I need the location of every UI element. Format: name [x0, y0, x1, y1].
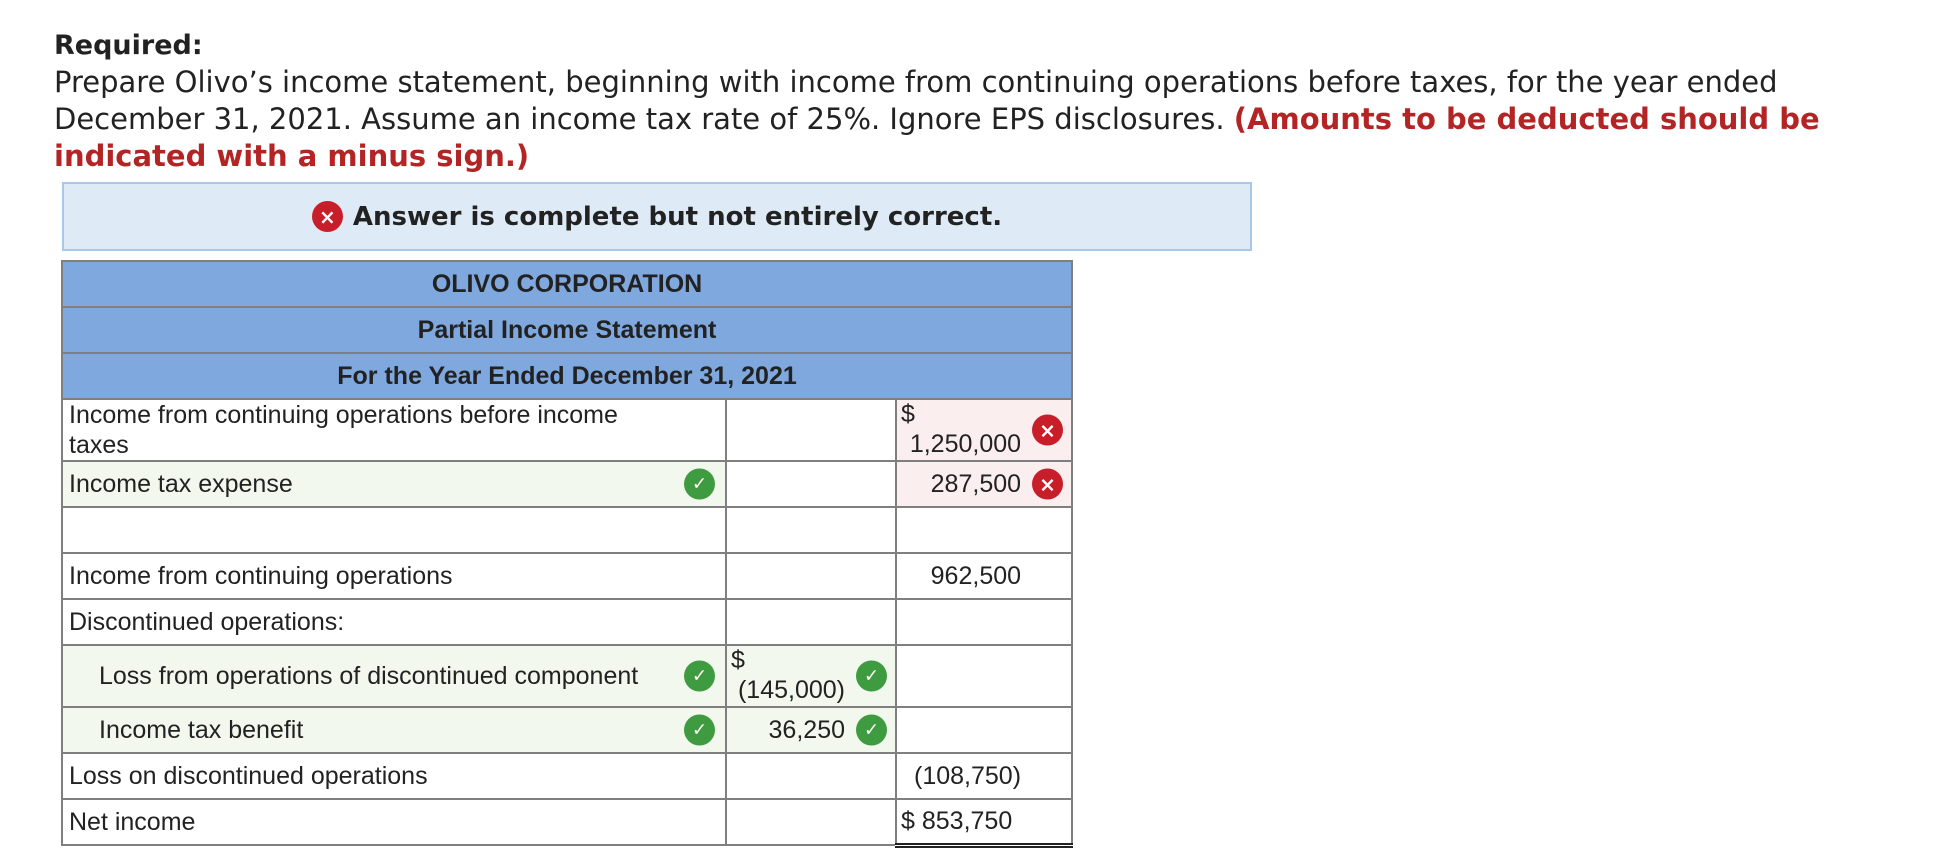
net-income-col2-cell[interactable] — [726, 799, 896, 845]
tax-value: 287,500 — [930, 469, 1022, 498]
table-row-blank — [62, 507, 1072, 553]
loss-ops-value-cell[interactable] — [726, 645, 896, 707]
loss-ops-label: Loss from operations of discontinued component — [99, 662, 639, 690]
discontinued-col2-cell[interactable] — [726, 599, 896, 645]
continuing-label-cell — [62, 553, 726, 599]
pretax-currency: $ — [901, 400, 915, 428]
loss-ops-label-cell[interactable] — [62, 645, 726, 707]
net-income-label-cell — [62, 799, 726, 845]
correct-icon: ✓ — [684, 661, 715, 692]
tax-value-cell[interactable] — [896, 461, 1072, 507]
net-income-currency: $ — [901, 806, 915, 835]
blank-value-cell[interactable] — [896, 507, 1072, 553]
statement-period: For the Year Ended December 31, 2021 — [62, 353, 1072, 399]
pretax-label: Income from continuing operations before income taxes — [69, 401, 618, 459]
tax-label-cell[interactable] — [62, 461, 726, 507]
table-row — [62, 753, 1072, 799]
net-income-value-cell[interactable] — [896, 799, 1072, 845]
loss-disc-value-cell[interactable] — [896, 753, 1072, 799]
table-row — [62, 461, 1072, 507]
tax-benefit-label-cell[interactable] — [62, 707, 726, 753]
discontinued-value-cell[interactable] — [896, 599, 1072, 645]
tax-benefit-value-cell[interactable] — [726, 707, 896, 753]
result-banner-text: Answer is complete but not entirely correct. — [352, 201, 1003, 232]
loss-disc-col2-cell[interactable] — [726, 753, 896, 799]
loss-disc-value: (108,750) — [914, 761, 1022, 790]
income-statement-table — [61, 260, 1073, 848]
table-row — [62, 599, 1072, 645]
loss-ops-currency: $ — [731, 646, 745, 674]
statement-title: Partial Income Statement — [62, 307, 1072, 353]
tax-benefit-col3-cell[interactable] — [896, 707, 1072, 753]
correct-icon: ✓ — [856, 715, 887, 746]
instructions-text — [54, 64, 1934, 175]
incorrect-icon: × — [1032, 415, 1063, 446]
pretax-col2-cell[interactable] — [726, 399, 896, 461]
discontinued-header-cell — [62, 599, 726, 645]
continuing-value-cell[interactable] — [896, 553, 1072, 599]
net-income-label: Net income — [69, 808, 196, 836]
table-row — [62, 645, 1072, 707]
incorrect-icon: × — [1032, 469, 1063, 500]
blank-label-cell[interactable] — [62, 507, 726, 553]
table-row — [62, 553, 1072, 599]
tax-benefit-label: Income tax benefit — [99, 716, 304, 744]
instructions-body: Prepare Olivo’s income statement, beginning with income from continuing operations before taxes, for the year ended December 31, 2021. Assume an income tax rate of 25%. Ignore EPS disclosures. — [54, 65, 1778, 136]
statement-header-period — [62, 353, 1072, 399]
tax-label: Income tax expense — [69, 470, 293, 498]
loss-ops-value: (145,000) — [737, 676, 845, 704]
tax-col2-cell[interactable] — [726, 461, 896, 507]
statement-header-company — [62, 261, 1072, 307]
instructions — [54, 28, 1934, 175]
pretax-value-cell[interactable] — [896, 399, 1072, 461]
correct-icon: ✓ — [856, 661, 887, 692]
tax-benefit-value: 36,250 — [768, 715, 845, 744]
loss-disc-label-cell — [62, 753, 726, 799]
company-name: OLIVO CORPORATION — [62, 261, 1072, 307]
loss-disc-label: Loss on discontinued operations — [69, 762, 428, 790]
table-row — [62, 399, 1072, 461]
required-label: Required: — [54, 30, 203, 61]
table-row — [62, 799, 1072, 845]
pretax-label-cell — [62, 399, 726, 461]
blank-col2-cell[interactable] — [726, 507, 896, 553]
correct-icon: ✓ — [684, 469, 715, 500]
pretax-value: 1,250,000 — [909, 430, 1022, 458]
correct-icon: ✓ — [684, 715, 715, 746]
incorrect-icon: × — [312, 201, 343, 232]
discontinued-header-label: Discontinued operations: — [69, 608, 345, 636]
continuing-label: Income from continuing operations — [69, 562, 453, 590]
loss-ops-col3-cell[interactable] — [896, 645, 1072, 707]
instructions-emphasis: (Amounts to be deducted should be indicated with a minus sign.) — [54, 102, 1820, 173]
net-income-value: 853,750 — [921, 806, 1013, 835]
continuing-value: 962,500 — [930, 561, 1022, 590]
result-banner — [62, 182, 1252, 251]
statement-header-title — [62, 307, 1072, 353]
table-row — [62, 707, 1072, 753]
continuing-col2-cell[interactable] — [726, 553, 896, 599]
